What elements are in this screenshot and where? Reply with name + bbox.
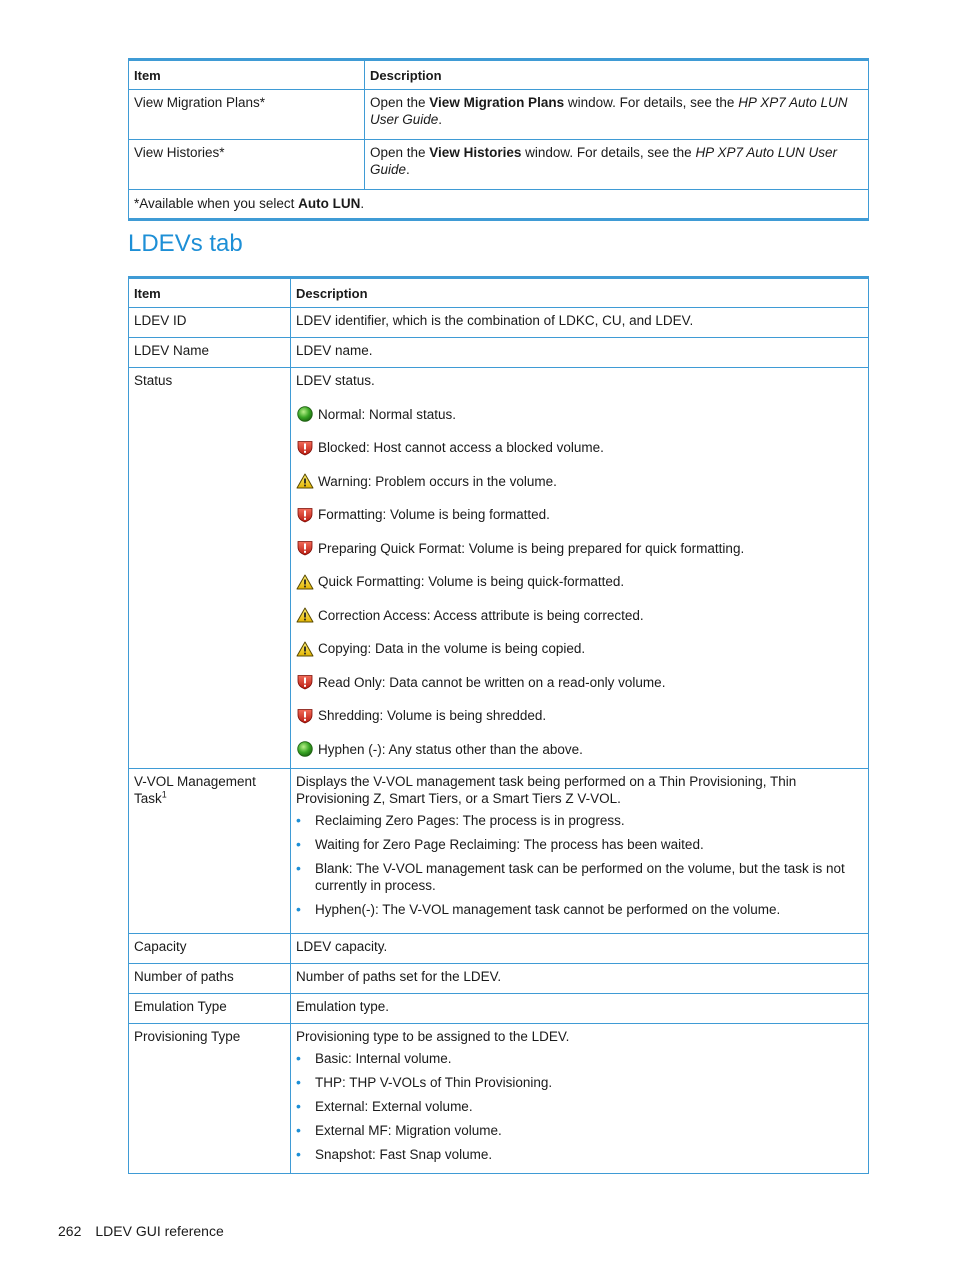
item-column-header: Item [129,278,291,308]
desc-text: . [438,112,443,127]
status-entry-text: Normal: Normal status. [318,406,457,422]
table-row [129,933,869,963]
footer-section-title: LDEV GUI reference [95,1223,224,1239]
red-shield-error-icon [296,708,314,724]
footnote-marker: 1 [161,789,167,799]
list-item [296,1074,863,1091]
green-circle-icon [296,406,314,422]
bullet-icon: • [296,1073,301,1090]
table-row [129,338,869,368]
table-footnote-row [129,190,869,220]
status-entry-text: Warning: Problem occurs in the volume. [318,473,557,489]
list-item-text: Reclaiming Zero Pages: The process is in progress. [315,812,625,828]
status-entry [296,439,863,456]
status-entry-text: Blocked: Host cannot access a blocked volume. [318,440,604,455]
desc-text: window. For details, see the [521,145,696,160]
list-item-text: Hyphen(-): The V-VOL management task cannot be performed on the volume. [315,901,781,917]
description-cell [291,1023,869,1173]
vvol-intro: Displays the V-VOL management task being performed on a Thin Provisioning, Thin Provisioning Z, Smart Tiers, or a Smart Tiers Z V-VOL. [296,773,797,806]
footnote-cell [129,190,869,220]
table-row [129,308,869,338]
item-cell: Number of paths [129,963,291,993]
bullet-icon: • [296,1049,301,1066]
status-entry [296,406,863,423]
status-entry [296,506,863,523]
status-entry [296,540,863,557]
guide-reference: HP XP7 Auto LUN User Guide [370,145,837,177]
status-entry-text: Formatting: Volume is being formatted. [318,507,550,522]
list-item [296,1122,863,1139]
status-entry [296,741,863,758]
bullet-icon: • [296,1097,301,1114]
status-entry [296,674,863,691]
item-cell: Status [129,368,291,769]
table-row [129,963,869,993]
status-entry [296,640,863,657]
list-item [296,812,863,829]
list-item-text: THP: THP V-VOLs of Thin Provisioning. [315,1074,553,1090]
status-entry-text: Quick Formatting: Volume is being quick-formatted. [318,574,625,589]
list-item [296,901,863,918]
description-cell: Emulation type. [291,993,869,1023]
red-shield-error-icon [296,440,314,456]
yellow-warning-triangle-icon [296,641,314,657]
guide-reference: HP XP7 Auto LUN User Guide [370,95,848,127]
item-cell: Emulation Type [129,993,291,1023]
list-item-text: Blank: The V-VOL management task can be performed on the volume, but the task is not currently in process. [315,860,845,893]
list-item [296,1146,863,1163]
red-shield-error-icon [296,540,314,556]
status-entry-text: Read Only: Data cannot be written on a read-only volume. [318,674,666,690]
table-row [129,140,869,190]
page-number: 262 [58,1223,82,1239]
table-row [129,368,869,769]
list-item-text: Waiting for Zero Page Reclaiming: The process has been waited. [315,836,704,852]
item-cell: LDEV Name [129,338,291,368]
list-item [296,860,863,894]
list-item-text: Snapshot: Fast Snap volume. [315,1146,493,1162]
status-entry [296,707,863,724]
yellow-warning-triangle-icon [296,473,314,489]
ldevs-tab-table [128,276,869,1174]
item-cell [129,768,291,933]
list-item-text: Basic: Internal volume. [315,1050,452,1066]
description-cell [291,768,869,933]
bullet-icon: • [296,835,301,852]
status-entry [296,607,863,624]
desc-text: Open the [370,145,430,160]
item-column-header: Item [129,60,365,90]
bullet-icon: • [296,811,301,828]
item-cell: View Migration Plans* [129,90,365,140]
status-entry [296,573,863,590]
window-name: View Migration Plans [429,95,565,110]
status-entry [296,473,863,490]
bullet-icon: • [296,859,301,876]
description-cell [365,140,869,190]
item-cell: LDEV ID [129,308,291,338]
description-column-header: Description [365,60,869,90]
bullet-icon: • [296,1145,301,1162]
item-cell: View Histories* [129,140,365,190]
status-entry-text: Correction Access: Access attribute is being corrected. [318,607,644,623]
red-shield-error-icon [296,674,314,690]
footnote-text: . [360,196,365,211]
provisioning-intro: Provisioning type to be assigned to the LDEV. [296,1028,570,1044]
yellow-warning-triangle-icon [296,607,314,623]
description-column-header: Description [291,278,869,308]
description-cell: LDEV name. [291,338,869,368]
table-row [129,1023,869,1173]
window-name: View Histories [429,145,522,160]
green-circle-icon [296,741,314,757]
page-footer [58,1223,238,1240]
status-entry-text: Hyphen (-): Any status other than the above. [318,741,583,757]
table-row [129,90,869,140]
desc-text: window. For details, see the [564,95,739,110]
description-cell [291,368,869,769]
bullet-icon: • [296,900,301,917]
description-cell [365,90,869,140]
status-intro: LDEV status. [296,373,375,388]
table-row [129,768,869,933]
yellow-warning-triangle-icon [296,574,314,590]
footnote-bold: Auto LUN [298,196,361,211]
red-shield-error-icon [296,507,314,523]
desc-text: . [406,162,410,177]
item-cell: Provisioning Type [129,1023,291,1173]
list-item-text: External MF: Migration volume. [315,1122,502,1138]
section-title: LDEVs tab [128,230,243,257]
provisioning-bullet-list [296,1050,863,1163]
list-item-text: External: External volume. [315,1098,473,1114]
list-item [296,836,863,853]
table-row [129,993,869,1023]
vvol-bullet-list [296,812,863,918]
desc-text: Open the [370,95,430,110]
status-entry-text: Preparing Quick Format: Volume is being prepared for quick formatting. [318,540,745,556]
description-cell: LDEV capacity. [291,933,869,963]
description-cell: LDEV identifier, which is the combination of LDKC, CU, and LDEV. [291,308,869,338]
bullet-icon: • [296,1121,301,1138]
footnote-text: *Available when you select [134,196,299,211]
item-cell: Capacity [129,933,291,963]
list-item [296,1098,863,1115]
status-entry-text: Shredding: Volume is being shredded. [318,708,547,723]
table-header-row [129,278,869,308]
status-list [296,406,863,758]
status-entry-text: Copying: Data in the volume is being copied. [318,641,586,656]
item-label: V-VOL Management Task [134,773,256,806]
menu-items-table [128,58,869,221]
description-cell: Number of paths set for the LDEV. [291,963,869,993]
table-header-row [129,60,869,90]
list-item [296,1050,863,1067]
